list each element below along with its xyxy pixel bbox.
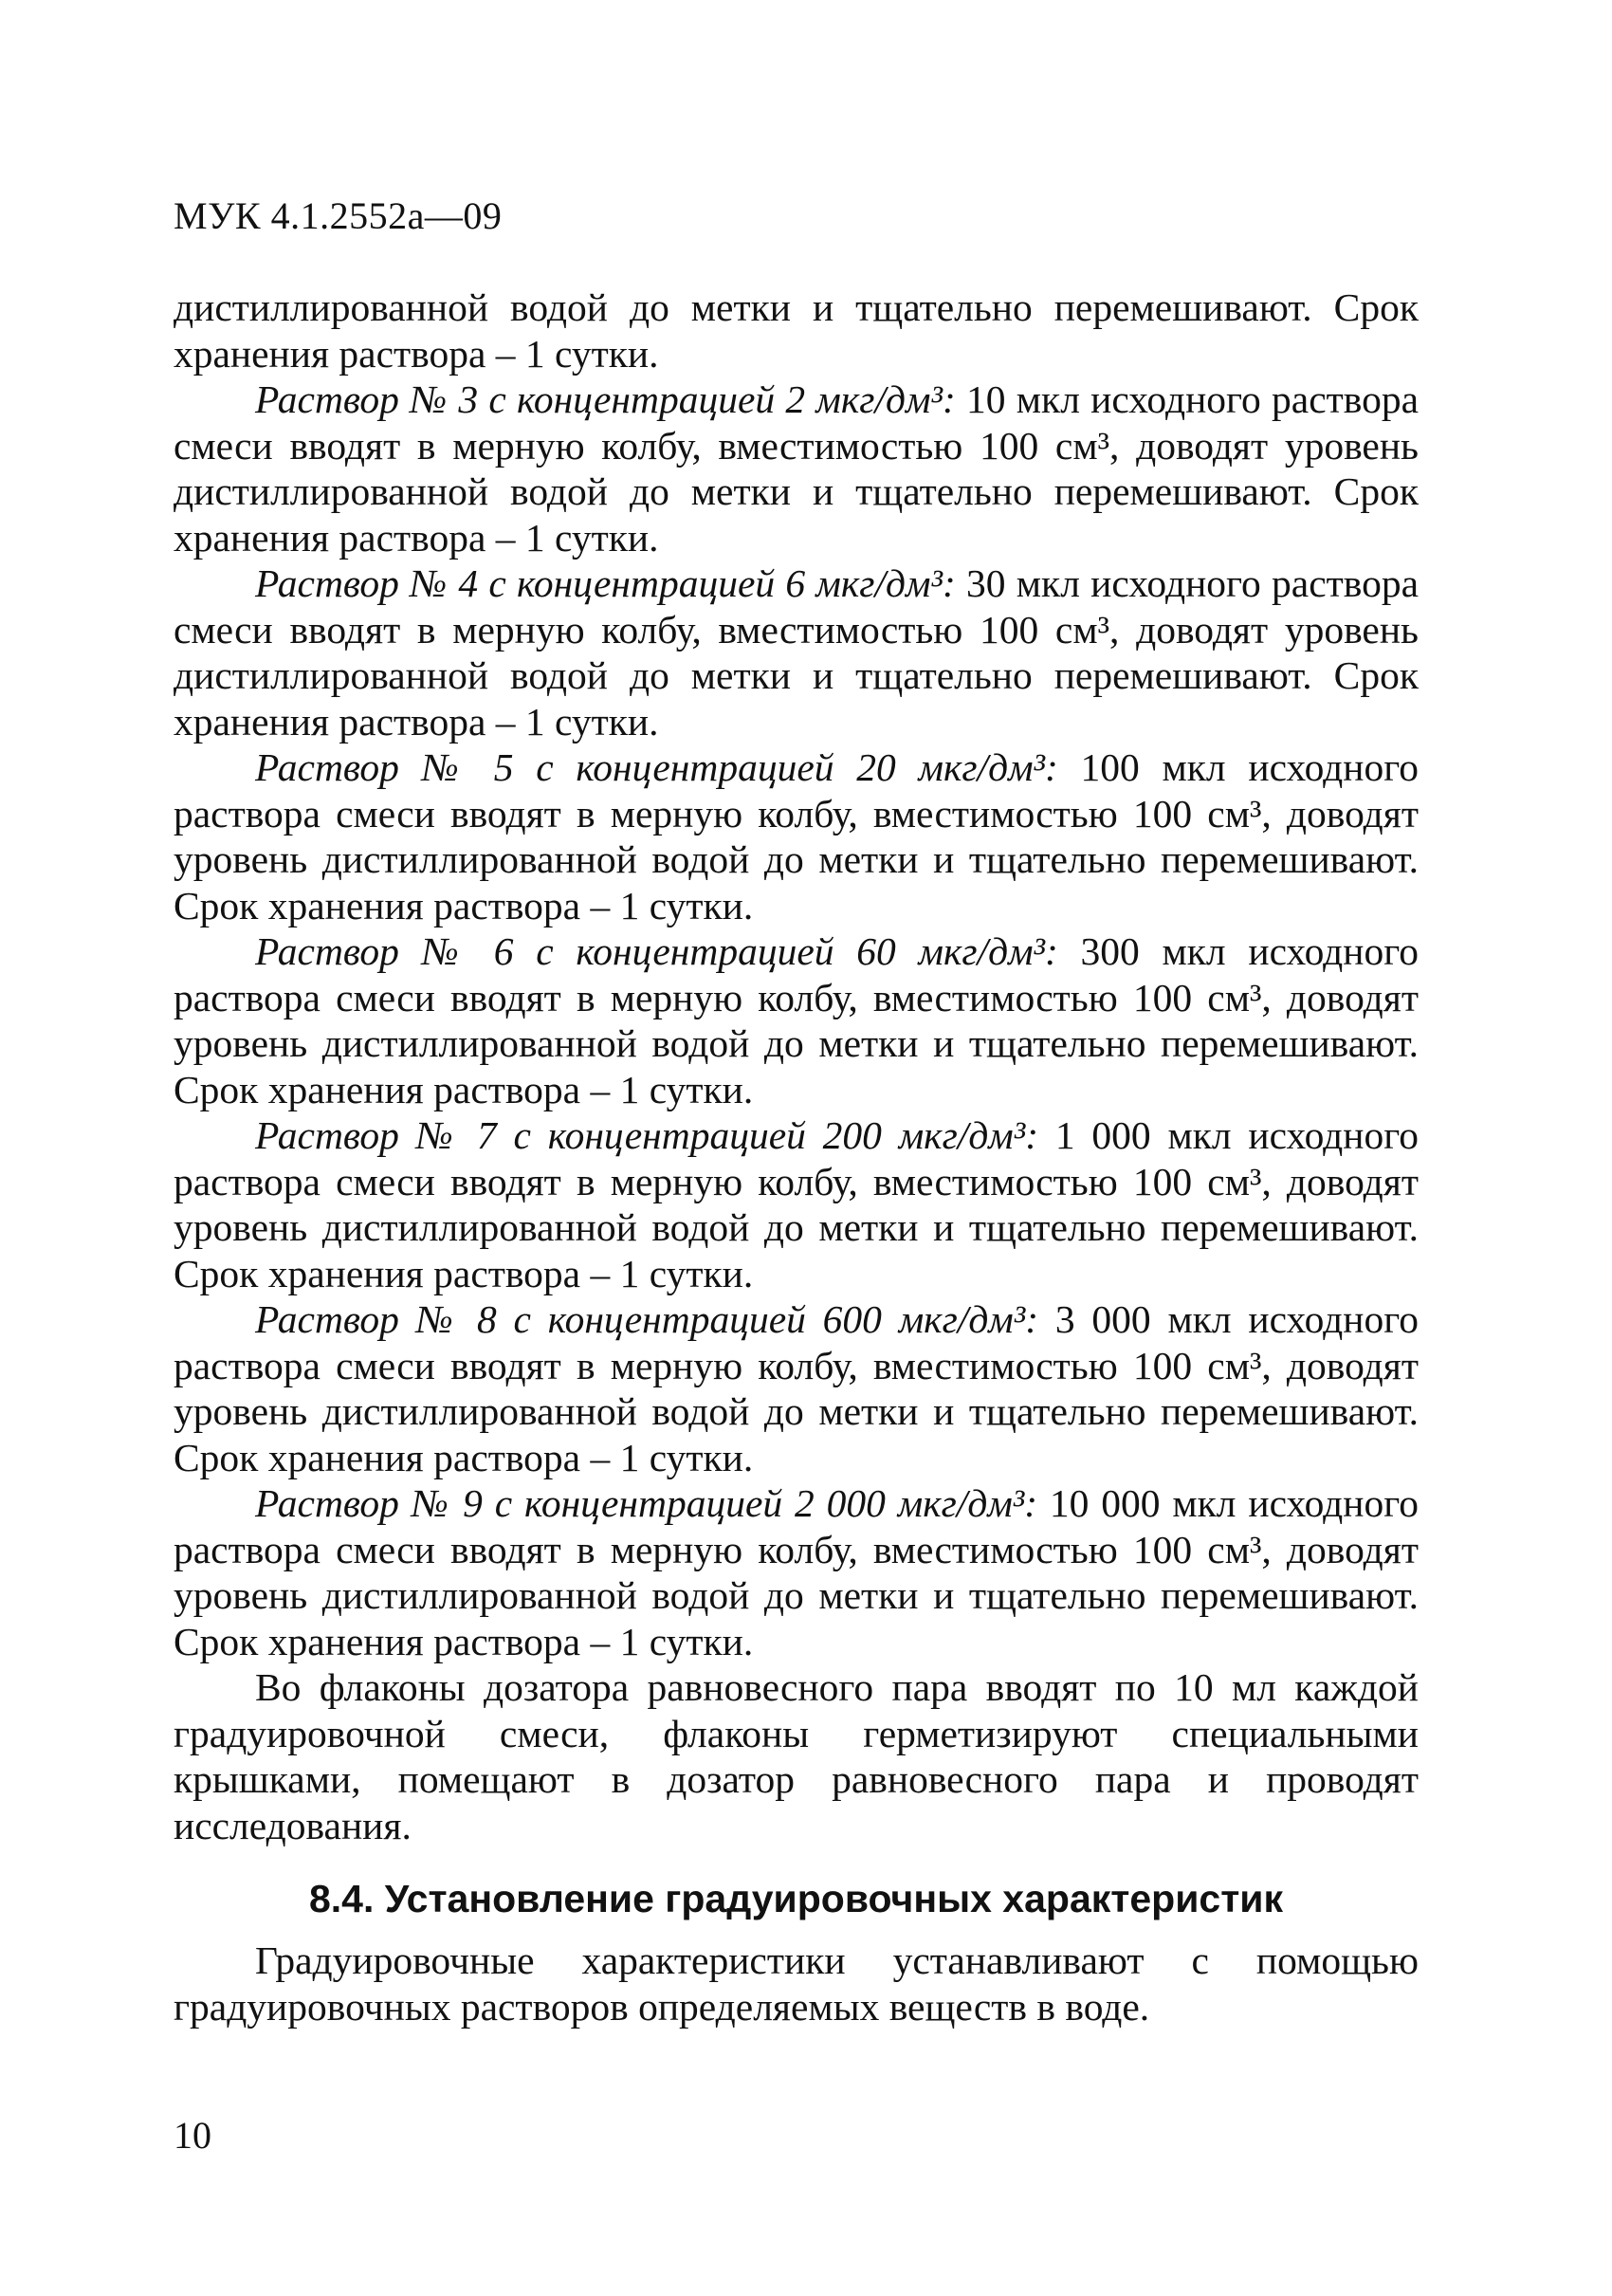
solution-5-lead: Раствор № 5 с концентрацией 20 мкг/дм³: (255, 745, 1058, 789)
solution-6-lead: Раствор № 6 с концентрацией 60 мкг/дм³: (255, 929, 1058, 973)
solution-3-lead: Раствор № 3 с концентрацией 2 мкг/дм³: (255, 377, 956, 421)
solution-8-lead: Раствор № 8 с концентрацией 600 мкг/дм³: (255, 1297, 1039, 1341)
vials-paragraph: Во флаконы дозатора равновесного пара вводят по 10 мл каждой градуировочной смеси, флаконы герметизируют специальными крышками, помещают в дозатор равновесного пара и проводят исследования. (174, 1665, 1419, 1847)
solution-6-text: 300 мкл исходного раствора смеси вводят в мерную колбу, вместимостью 100 см³, доводят уровень дистиллированной водой до метки и тщательно перемешивают. Срок хранения раствора – 1 сутки. (174, 929, 1419, 1111)
intro-paragraph: дистиллированной водой до метки и тщательно перемешивают. Срок хранения раствора – 1 сутки. (174, 285, 1419, 376)
solution-7-lead: Раствор № 7 с концентрацией 200 мкг/дм³: (255, 1113, 1039, 1157)
section-heading: 8.4. Установление градуировочных характеристик (308, 1877, 1284, 1920)
body-text (174, 285, 1419, 2030)
solution-5-text: 100 мкл исходного раствора смеси вводят в мерную колбу, вместимостью 100 см³, доводят уровень дистиллированной водой до метки и тщательно перемешивают. Срок хранения раствора – 1 сутки. (174, 745, 1419, 928)
solution-8-text: 3 000 мкл исходного раствора смеси вводят в мерную колбу, вместимостью 100 см³, доводят уровень дистиллированной водой до метки и тщательно перемешивают. Срок хранения раствора – 1 сутки. (174, 1297, 1419, 1479)
solution-5-paragraph (174, 744, 1419, 928)
page-number: 10 (174, 2114, 211, 2157)
solution-6-paragraph (174, 928, 1419, 1112)
solution-7-text: 1 000 мкл исходного раствора смеси вводят в мерную колбу, вместимостью 100 см³, доводят уровень дистиллированной водой до метки и тщательно перемешивают. Срок хранения раствора – 1 сутки. (174, 1113, 1419, 1295)
section-paragraph: Градуировочные характеристики устанавливают с помощью градуировочных растворов определяемых веществ в воде. (174, 1938, 1419, 2029)
solution-7-paragraph (174, 1112, 1419, 1296)
solution-8-paragraph (174, 1296, 1419, 1480)
solution-9-text: 10 000 мкл исходного раствора смеси вводят в мерную колбу, вместимостью 100 см³, доводят уровень дистиллированной водой до метки и тщательно перемешивают. Срок хранения раствора – 1 сутки. (174, 1481, 1419, 1663)
solution-4-paragraph (174, 560, 1419, 744)
solution-4-lead: Раствор № 4 с концентрацией 6 мкг/дм³: (255, 561, 956, 605)
solution-3-paragraph (174, 377, 1419, 560)
document-code: МУК 4.1.2552а—09 (174, 194, 503, 237)
solution-9-paragraph (174, 1480, 1419, 1664)
solution-9-lead: Раствор № 9 с концентрацией 2 000 мкг/дм³: (255, 1481, 1038, 1525)
solution-3-text: 10 мкл исходного раствора смеси вводят в мерную колбу, вместимостью 100 см³, доводят уровень дистиллированной водой до метки и тщательно перемешивают. Срок хранения раствора – 1 сутки. (174, 377, 1419, 560)
solution-4-text: 30 мкл исходного раствора смеси вводят в мерную колбу, вместимостью 100 см³, доводят уровень дистиллированной водой до метки и тщательно перемешивают. Срок хранения раствора – 1 сутки. (174, 561, 1419, 744)
